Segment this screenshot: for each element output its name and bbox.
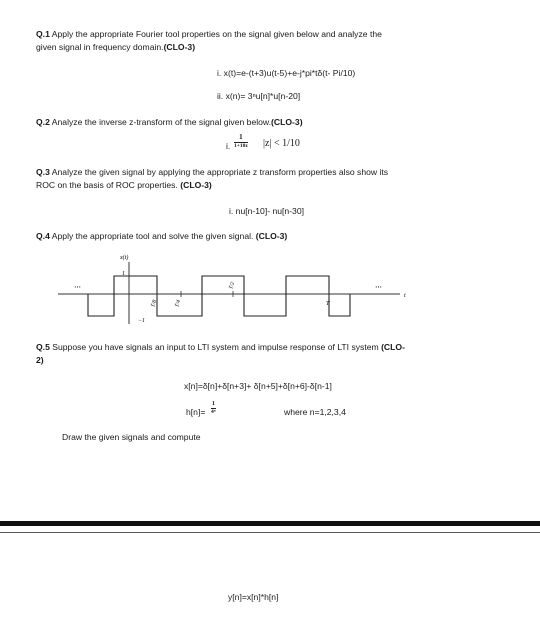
x-axis-label: t <box>404 293 406 299</box>
q2-frac-num: 1 <box>239 133 243 141</box>
square-wave <box>88 276 350 316</box>
q5-h-prefix: h[n]= <box>186 407 206 417</box>
q5-y-equation: y[n]=x[n]*h[n] <box>228 592 279 602</box>
ellipsis-left: ··· <box>74 282 81 292</box>
tick-t4-label: T/4 <box>174 299 183 309</box>
q2-item-prefix: i. <box>226 141 231 151</box>
q5-x-equation: x[n]=δ[n]+δ[n+3]+ δ[n+5]+δ[n+6]-δ[n-1] <box>184 381 332 391</box>
q4-text: Apply the appropriate tool and solve the given signal. <box>51 231 254 241</box>
q2-text: Analyze the inverse z-transform of the signal given below. <box>51 117 272 127</box>
level-low-label: −1 <box>138 318 146 324</box>
tick-t8-label: T/8 <box>150 299 159 309</box>
q3-text-line2: ROC on the basis of ROC properties. <box>36 180 178 190</box>
q1-clo: (CLO-3) <box>163 42 196 52</box>
q1-item2: ii. x(n)= 3ⁿu[n]*u[n-20] <box>217 91 301 101</box>
q5-instruction: Draw the given signals and compute <box>62 432 201 442</box>
q3-text-line1: Analyze the given signal by applying the appropriate z transform properties also show its <box>51 167 389 177</box>
q2-frac-den: 1+10z <box>234 143 248 149</box>
q5-clo-part1: (CLO- <box>381 342 405 352</box>
tick-t-label: T <box>326 301 330 307</box>
q2-label: Q.2 <box>36 117 50 127</box>
q2-condition: |z| < 1/10 <box>263 138 300 149</box>
q5-h-fraction <box>211 401 216 416</box>
q5-label: Q.5 <box>36 342 50 352</box>
q3-clo: (CLO-3) <box>180 180 212 190</box>
y-axis-label: x(t) <box>120 255 129 261</box>
q3-item: i. nu[n-10]- nu[n-30] <box>229 206 305 216</box>
q3-label: Q.3 <box>36 167 50 177</box>
q2-clo: (CLO-3) <box>271 117 303 127</box>
q4-label: Q.4 <box>36 231 50 241</box>
q5-h-den: 4ⁿ <box>211 409 216 415</box>
q1-label: Q.1 <box>36 29 50 39</box>
tick-t2-label: T/2 <box>228 281 237 291</box>
q1-text-line2: given signal in frequency domain. <box>36 42 164 52</box>
page-separator-thick <box>0 521 540 526</box>
page-separator-thin <box>0 532 540 533</box>
q5-h-num: 1 <box>211 401 215 407</box>
q5-line1 <box>36 342 405 352</box>
ellipsis-right: ··· <box>375 282 382 292</box>
q4-clo: (CLO-3) <box>255 231 288 241</box>
q5-clo-part2: 2) <box>36 355 44 365</box>
q1-item1: i. x(t)=e-(t+3)u(t-5)+e-j*pi*tδ(t- Pi/10) <box>217 68 356 78</box>
level-high-label: 1 <box>122 271 125 277</box>
q5-where-text: where n=1,2,3,4 <box>284 407 346 417</box>
q5-text-line1: Suppose you have signals an input to LTI system and impulse response of LTI system <box>52 342 379 352</box>
q1-text-line1: Apply the appropriate Fourier tool properties on the signal given below and analyze the <box>51 29 382 39</box>
